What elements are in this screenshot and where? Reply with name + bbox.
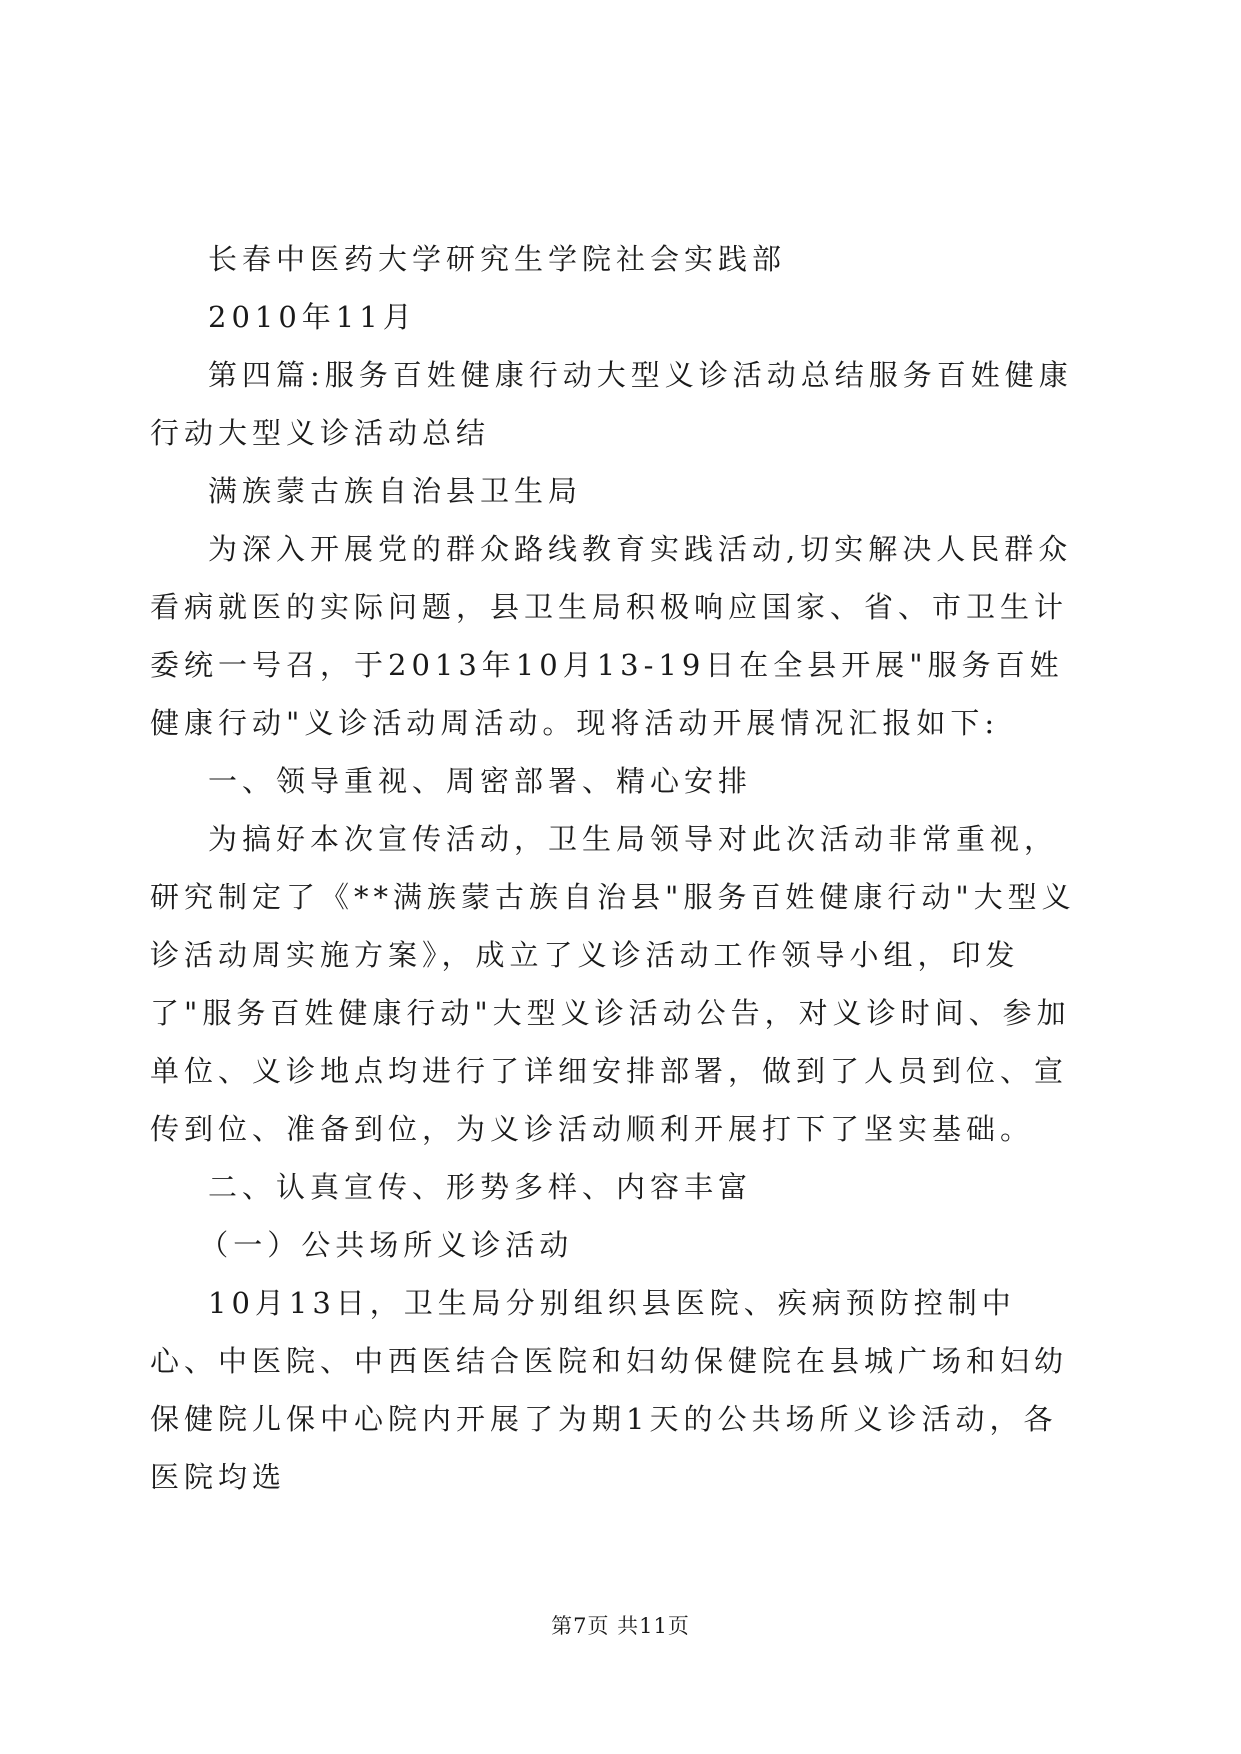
page-footer: 第7页 共11页 <box>551 1614 690 1638</box>
paragraph-date: 2010年11月 <box>208 300 417 334</box>
paragraph-body-two: 10月13日，卫生局分别组织县医院、疾病预防控制中心、中医院、中西医结合医院和妇幼保健院在县城广场和妇幼保健院儿保中心院内开展了为期1天的公共场所义诊活动，各医院均选 <box>150 1286 1069 1494</box>
paragraph-intro: 为深入开展党的群众路线教育实践活动,切实解决人民群众看病就医的实际问题，县卫生局积极响应国家、省、市卫生计委统一号召，于2013年10月13-19日在全县开展"服务百姓健康行动"义诊活动周活动。现将活动开展情况汇报如下: <box>150 532 1073 740</box>
document-body <box>150 230 1080 1506</box>
paragraph-subheading: （一）公共场所义诊活动 <box>199 1228 574 1262</box>
paragraph-body-one: 为搞好本次宣传活动，卫生局领导对此次活动非常重视，研究制定了《**满族蒙古族自治县"服务百姓健康行动"大型义诊活动周实施方案》，成立了义诊活动工作领导小组，印发了"服务百姓健康行动"大型义诊活动公告，对义诊时间、参加单位、义诊地点均进行了详细安排部署，做到了人员到位、宣传到位、准备到位，为义诊活动顺利开展打下了坚实基础。 <box>150 822 1076 1146</box>
paragraph-heading-two: 二、认真宣传、形势多样、内容丰富 <box>208 1170 753 1204</box>
paragraph-section-title: 第四篇:服务百姓健康行动大型义诊活动总结服务百姓健康行动大型义诊活动总结 <box>150 358 1073 450</box>
paragraph-organization: 长春中医药大学研究生学院社会实践部 <box>208 242 787 276</box>
paragraph-issuer: 满族蒙古族自治县卫生局 <box>208 474 583 508</box>
paragraph-heading-one: 一、领导重视、周密部署、精心安排 <box>208 764 753 798</box>
